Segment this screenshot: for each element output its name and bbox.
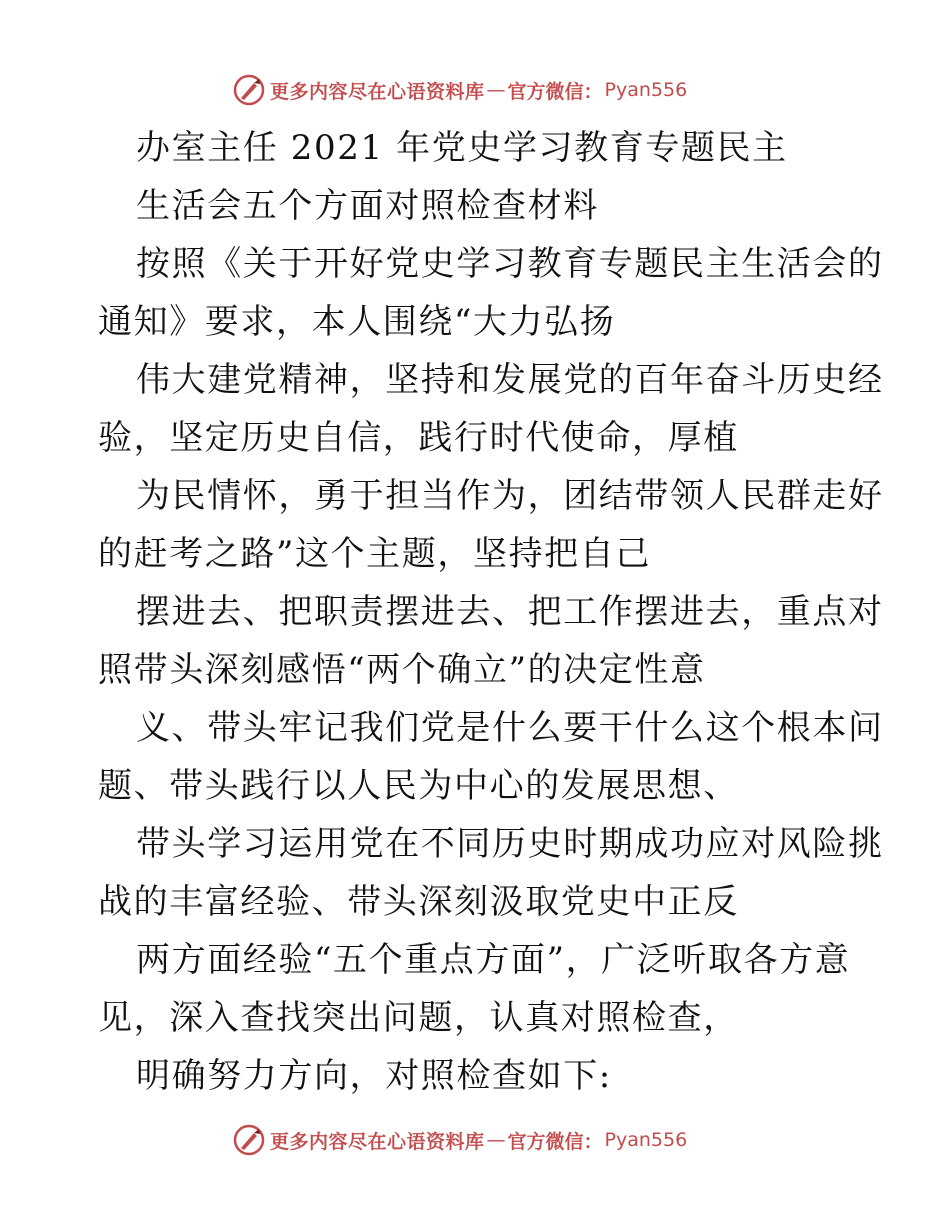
quill-logo-icon bbox=[232, 1123, 266, 1157]
watermark-dash: — bbox=[486, 79, 506, 101]
watermark-label: 官方微信： bbox=[507, 80, 603, 103]
watermark-header bbox=[232, 70, 687, 110]
body-line: 题、带头践行以人民为中心的发展思想、 bbox=[98, 766, 739, 806]
body-line: 验，坚定历史自信，践行时代使命，厚植 bbox=[98, 418, 739, 458]
watermark-wechat-id: Pyan556 bbox=[604, 1129, 688, 1151]
body-line: 照带头深刻感悟“两个确立”的决定性意 bbox=[98, 650, 706, 690]
watermark-wechat-id: Pyan556 bbox=[604, 79, 688, 101]
body-line: 为民情怀，勇于担当作为，团结带领人民群走好 bbox=[136, 476, 884, 516]
body-line: 义、带头牢记我们党是什么要干什么这个根本问 bbox=[136, 708, 884, 748]
watermark-text: 更多内容尽在心语资料库 bbox=[270, 1130, 485, 1153]
body-line: 通知》要求，本人围绕“大力弘扬 bbox=[98, 302, 616, 342]
watermark-footer bbox=[232, 1120, 687, 1160]
body-line: 伟大建党精神，坚持和发展党的百年奋斗历史经 bbox=[136, 360, 884, 400]
body-line: 两方面经验“五个重点方面”，广泛听取各方意 bbox=[136, 940, 851, 980]
body-line: 按照《关于开好党史学习教育专题民主生活会的 bbox=[136, 244, 884, 284]
body-line: 战的丰富经验、带头深刻汲取党史中正反 bbox=[98, 882, 739, 922]
body-line: 明确努力方向，对照检查如下: bbox=[136, 1056, 612, 1096]
quill-logo-icon bbox=[232, 73, 266, 107]
body-line: 见，深入查找突出问题，认真对照检查， bbox=[98, 998, 739, 1038]
watermark-label: 官方微信： bbox=[507, 1130, 603, 1153]
watermark-dash: — bbox=[486, 1129, 506, 1151]
body-line: 摆进去、把职责摆进去、把工作摆进去，重点对 bbox=[136, 592, 884, 632]
body-line: 的赶考之路”这个主题，坚持把自己 bbox=[98, 534, 651, 574]
title-line-1: 办室主任 2021 年党史学习教育专题民主 bbox=[136, 128, 788, 168]
watermark-text: 更多内容尽在心语资料库 bbox=[270, 80, 485, 103]
title-line-2: 生活会五个方面对照检查材料 bbox=[136, 186, 599, 226]
body-line: 带头学习运用党在不同历史时期成功应对风险挑 bbox=[136, 824, 884, 864]
